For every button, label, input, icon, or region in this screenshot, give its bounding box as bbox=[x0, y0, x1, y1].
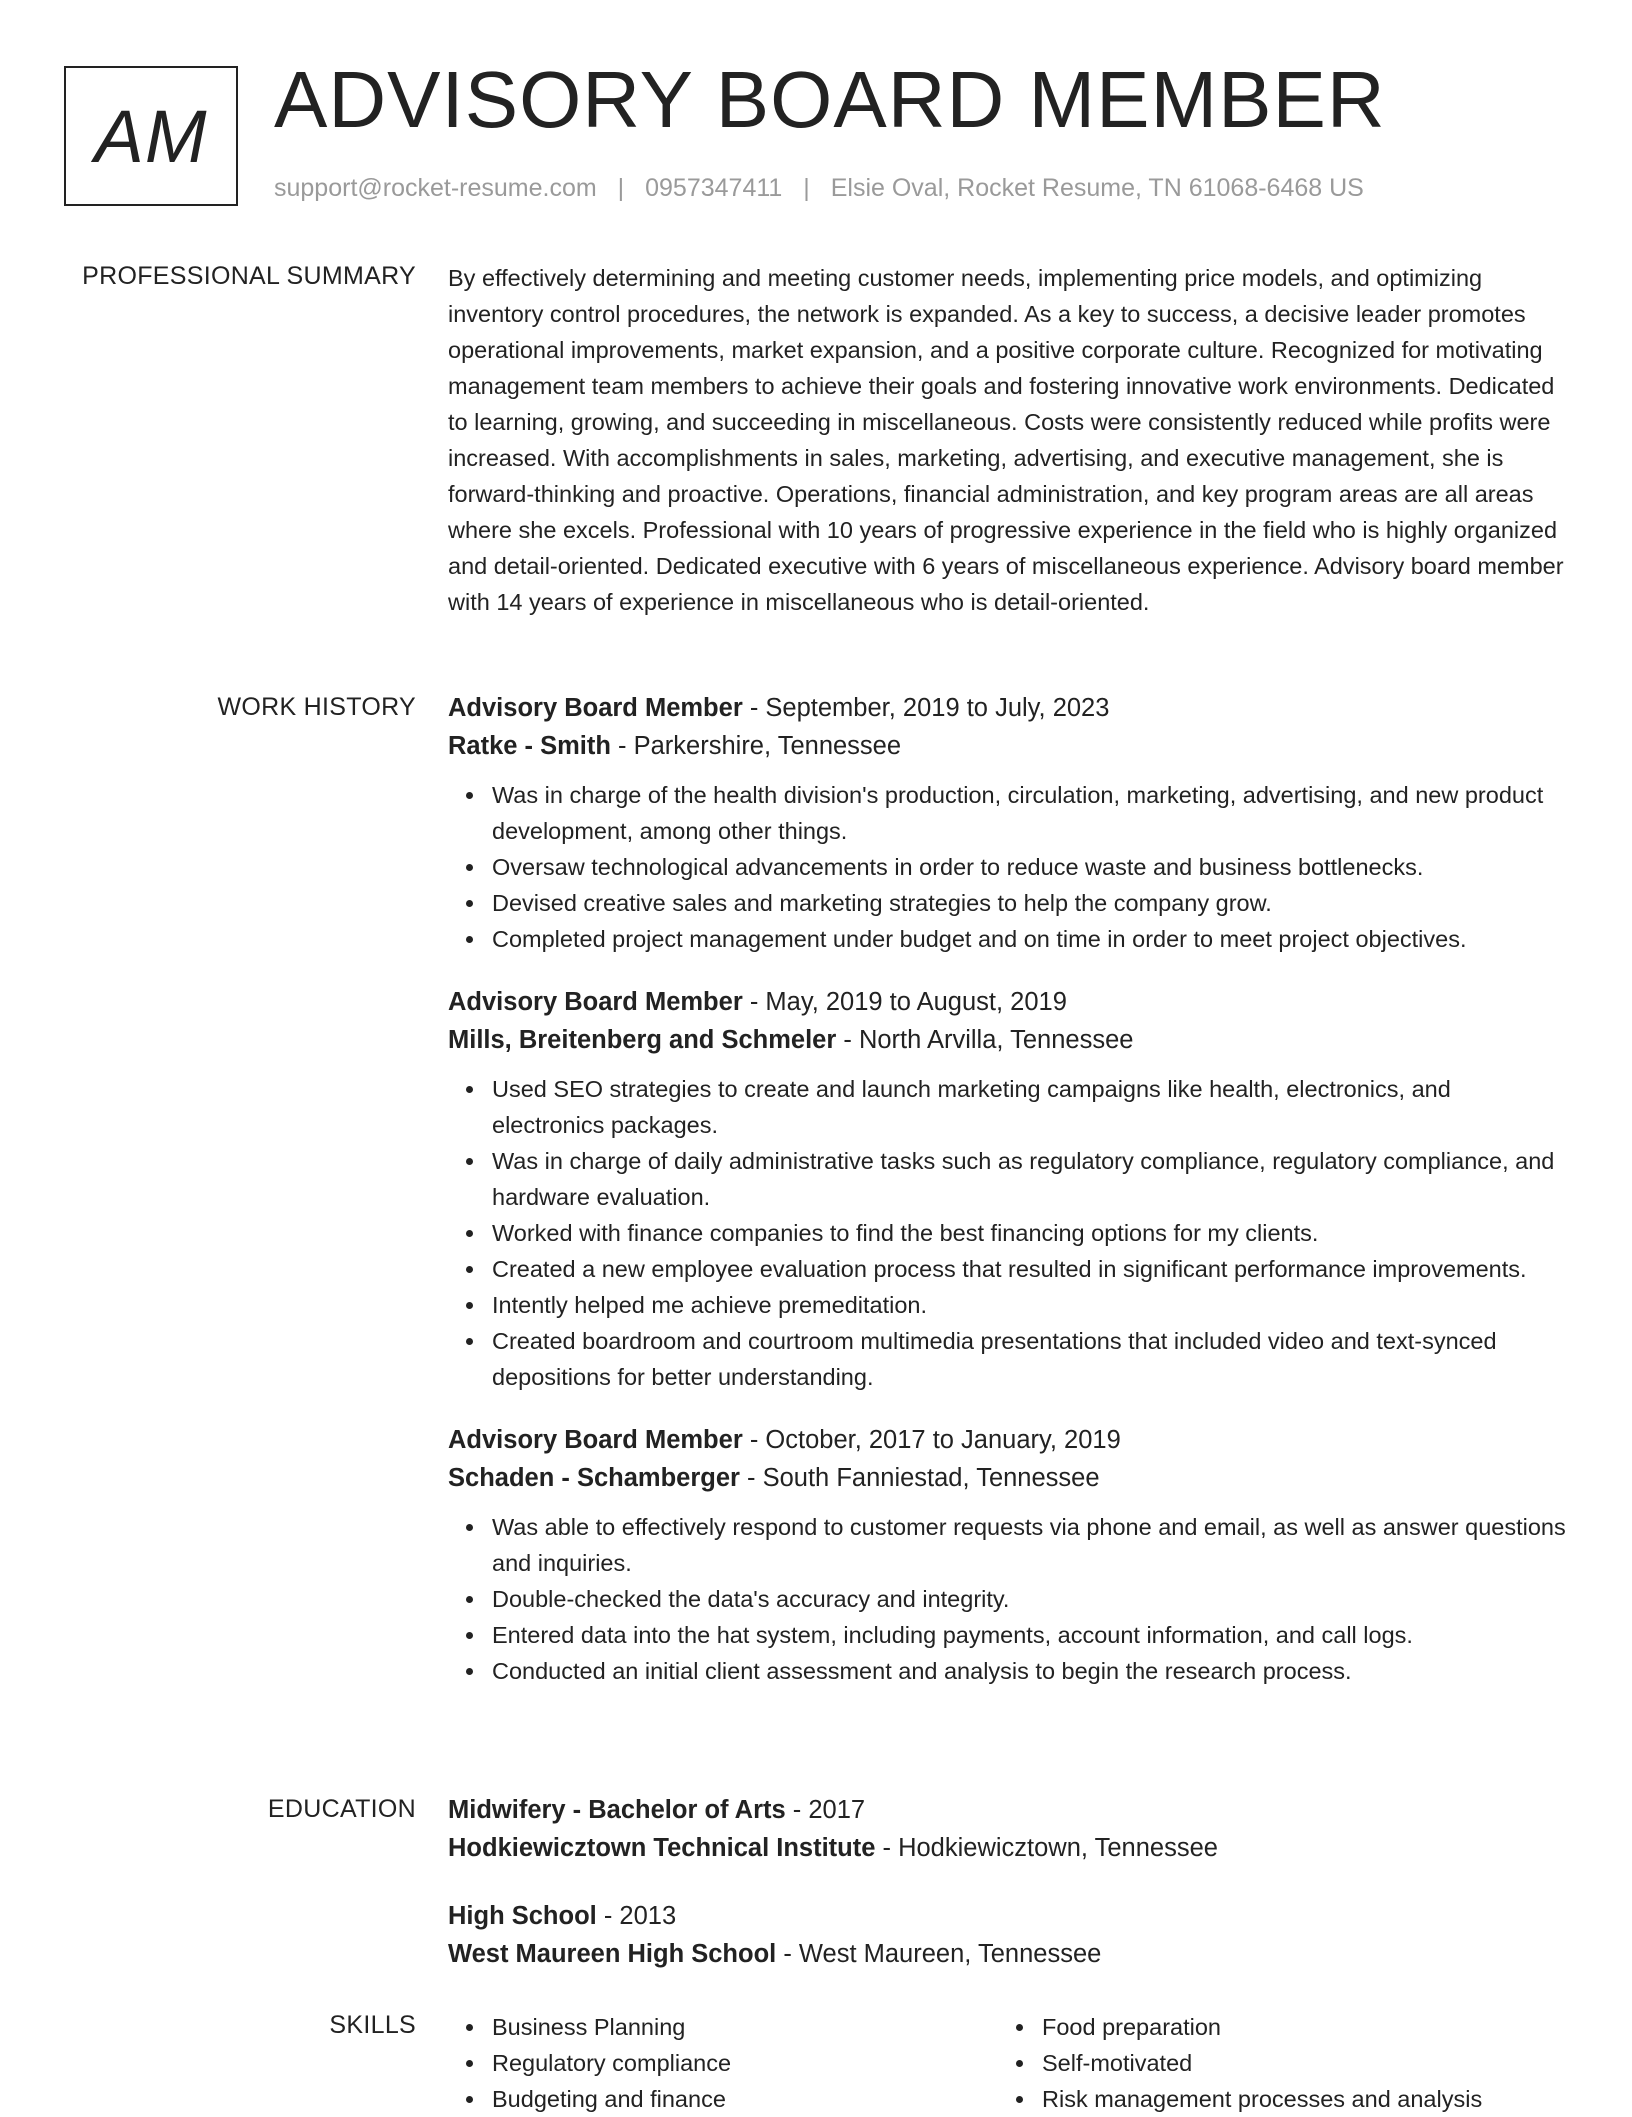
education-year: - 2017 bbox=[785, 1796, 866, 1824]
bullet-dot bbox=[466, 1266, 473, 1273]
job-company: Ratke - Smith bbox=[448, 732, 611, 760]
skills-list bbox=[448, 2009, 998, 2117]
job-bullet: Entered data into the hat system, including payments, account information, and call logs. bbox=[492, 1617, 1568, 1653]
bullet-dot bbox=[466, 1338, 473, 1345]
job-bullet: Double-checked the data's accuracy and integrity. bbox=[492, 1581, 1568, 1617]
monogram-badge bbox=[64, 66, 238, 206]
section-heading-summary: PROFESSIONAL SUMMARY bbox=[82, 262, 416, 290]
section-heading-skills: SKILLS bbox=[329, 2011, 416, 2039]
bullet-dot bbox=[466, 1302, 473, 1309]
job-company-line bbox=[448, 1021, 1568, 1059]
education-degree-line bbox=[448, 1897, 1568, 1935]
skill-item: Business Planning bbox=[492, 2009, 998, 2045]
job-company-line bbox=[448, 727, 1568, 765]
contact-address: Elsie Oval, Rocket Resume, TN 61068-6468 US bbox=[830, 174, 1364, 202]
bullet-dot bbox=[466, 2096, 473, 2103]
job-bullet: Devised creative sales and marketing strategies to help the company grow. bbox=[492, 885, 1568, 921]
job-entry bbox=[448, 983, 1568, 1395]
skills-column-left bbox=[448, 2009, 998, 2117]
job-dates: - May, 2019 to August, 2019 bbox=[742, 988, 1067, 1016]
education-degree: Midwifery - Bachelor of Arts bbox=[448, 1796, 786, 1824]
bullet-dot bbox=[466, 1596, 473, 1603]
bullet-dot bbox=[466, 1230, 473, 1237]
job-bullet: Intently helped me achieve premeditation. bbox=[492, 1287, 1568, 1323]
bullet-dot bbox=[466, 936, 473, 943]
contact-separator: | bbox=[803, 174, 810, 202]
job-location: - North Arvilla, Tennessee bbox=[836, 1026, 1134, 1054]
job-bullet: Used SEO strategies to create and launch marketing campaigns like health, electronics, and electronics packages. bbox=[492, 1071, 1568, 1143]
job-company: Schaden - Schamberger bbox=[448, 1464, 740, 1492]
education-degree: High School bbox=[448, 1902, 597, 1930]
skill-item: Self-motivated bbox=[1042, 2045, 1548, 2081]
education-entry bbox=[448, 1897, 1568, 1973]
job-bullets bbox=[448, 1509, 1568, 1689]
job-title: Advisory Board Member bbox=[448, 1426, 743, 1454]
summary-text: By effectively determining and meeting customer needs, implementing price models, and optimizing inventory control procedures, the network is expanded. As a key to success, a decisive leader promotes operational improvements, market expansion, and a positive corporate culture. Recognized for motivating management team members to achieve their goals and fostering innovative work environments. Dedicated to learning, growing, and succeeding in miscellaneous. Costs were consistently reduced while profits were increased. With accomplishments in sales, marketing, advertising, and executive management, she is forward-thinking and proactive. Operations, financial administration, and key program areas are all areas where she excels. Professional with 10 years of progressive experience in the field who is highly organized and detail-oriented. Dedicated executive with 6 years of miscellaneous experience. Advisory board member with 14 years of experience in miscellaneous who is detail-oriented. bbox=[448, 265, 1564, 615]
job-bullets bbox=[448, 1071, 1568, 1395]
skills-body bbox=[448, 2009, 1568, 2117]
job-bullet: Was in charge of the health division's production, circulation, marketing, advertising, and new product development, among other things. bbox=[492, 777, 1568, 849]
bullet-dot bbox=[466, 1086, 473, 1093]
education-school-line bbox=[448, 1829, 1568, 1867]
education-entry bbox=[448, 1791, 1568, 1867]
job-bullet: Created a new employee evaluation process that resulted in significant performance improvements. bbox=[492, 1251, 1568, 1287]
contact-phone[interactable]: 0957347411 bbox=[645, 174, 783, 202]
bullet-dot bbox=[466, 1632, 473, 1639]
contact-separator: | bbox=[617, 174, 625, 202]
section-heading-work-history: WORK HISTORY bbox=[217, 693, 416, 721]
section-heading-education: EDUCATION bbox=[267, 1795, 416, 1823]
skills-list bbox=[998, 2009, 1548, 2117]
bullet-dot bbox=[1016, 2060, 1023, 2067]
skill-item: Risk management processes and analysis bbox=[1042, 2081, 1548, 2117]
job-bullet: Worked with finance companies to find the best financing options for my clients. bbox=[492, 1215, 1568, 1251]
education-year: - 2013 bbox=[596, 1902, 677, 1930]
job-title: Advisory Board Member bbox=[448, 988, 743, 1016]
job-title-line bbox=[448, 689, 1568, 727]
bullet-dot bbox=[466, 1668, 473, 1675]
job-bullet: Was able to effectively respond to customer requests via phone and email, as well as answer questions and inquiries. bbox=[492, 1509, 1568, 1581]
monogram-initials: AM bbox=[94, 94, 208, 178]
bullet-dot bbox=[1016, 2024, 1023, 2031]
bullet-dot bbox=[466, 1158, 473, 1165]
skill-item: Budgeting and finance bbox=[492, 2081, 998, 2117]
job-entry bbox=[448, 1421, 1568, 1689]
education-body bbox=[448, 1791, 1568, 2003]
job-dates: - September, 2019 to July, 2023 bbox=[742, 694, 1110, 722]
contact-line bbox=[274, 174, 1364, 203]
bullet-dot bbox=[466, 900, 473, 907]
skill-item: Food preparation bbox=[1042, 2009, 1548, 2045]
skill-item: Regulatory compliance bbox=[492, 2045, 998, 2081]
job-bullet: Created boardroom and courtroom multimedia presentations that included video and text-synced depositions for better understanding. bbox=[492, 1323, 1568, 1395]
work-history-body bbox=[448, 689, 1568, 1715]
job-title-line bbox=[448, 1421, 1568, 1459]
page-title: ADVISORY BOARD MEMBER bbox=[274, 55, 1386, 144]
bullet-dot bbox=[466, 792, 473, 799]
job-location: - Parkershire, Tennessee bbox=[610, 732, 902, 760]
education-location: - Hodkiewicztown, Tennessee bbox=[875, 1834, 1218, 1862]
job-bullet: Was in charge of daily administrative tasks such as regulatory compliance, regulatory compliance, and hardware evaluation. bbox=[492, 1143, 1568, 1215]
job-company-line bbox=[448, 1459, 1568, 1497]
skills-column-right bbox=[998, 2009, 1548, 2117]
job-title: Advisory Board Member bbox=[448, 694, 743, 722]
job-bullet: Conducted an initial client assessment and analysis to begin the research process. bbox=[492, 1653, 1568, 1689]
bullet-dot bbox=[466, 2024, 473, 2031]
job-dates: - October, 2017 to January, 2019 bbox=[742, 1426, 1121, 1454]
education-degree-line bbox=[448, 1791, 1568, 1829]
skills-columns bbox=[448, 2009, 1568, 2117]
bullet-dot bbox=[1016, 2096, 1023, 2103]
summary-body bbox=[448, 260, 1568, 620]
job-bullets bbox=[448, 777, 1568, 957]
job-title-line bbox=[448, 983, 1568, 1021]
job-company: Mills, Breitenberg and Schmeler bbox=[448, 1026, 837, 1054]
job-entry bbox=[448, 689, 1568, 957]
education-school-line bbox=[448, 1935, 1568, 1973]
education-school: Hodkiewicztown Technical Institute bbox=[448, 1834, 876, 1862]
job-location: - South Fanniestad, Tennessee bbox=[739, 1464, 1100, 1492]
education-location: - West Maureen, Tennessee bbox=[776, 1940, 1102, 1968]
job-bullet: Completed project management under budget and on time in order to meet project objectives. bbox=[492, 921, 1568, 957]
bullet-dot bbox=[466, 2060, 473, 2067]
job-bullet: Oversaw technological advancements in order to reduce waste and business bottlenecks. bbox=[492, 849, 1568, 885]
bullet-dot bbox=[466, 1524, 473, 1531]
contact-email[interactable]: support@rocket-resume.com bbox=[274, 174, 597, 202]
bullet-dot bbox=[466, 864, 473, 871]
education-school: West Maureen High School bbox=[448, 1940, 777, 1968]
